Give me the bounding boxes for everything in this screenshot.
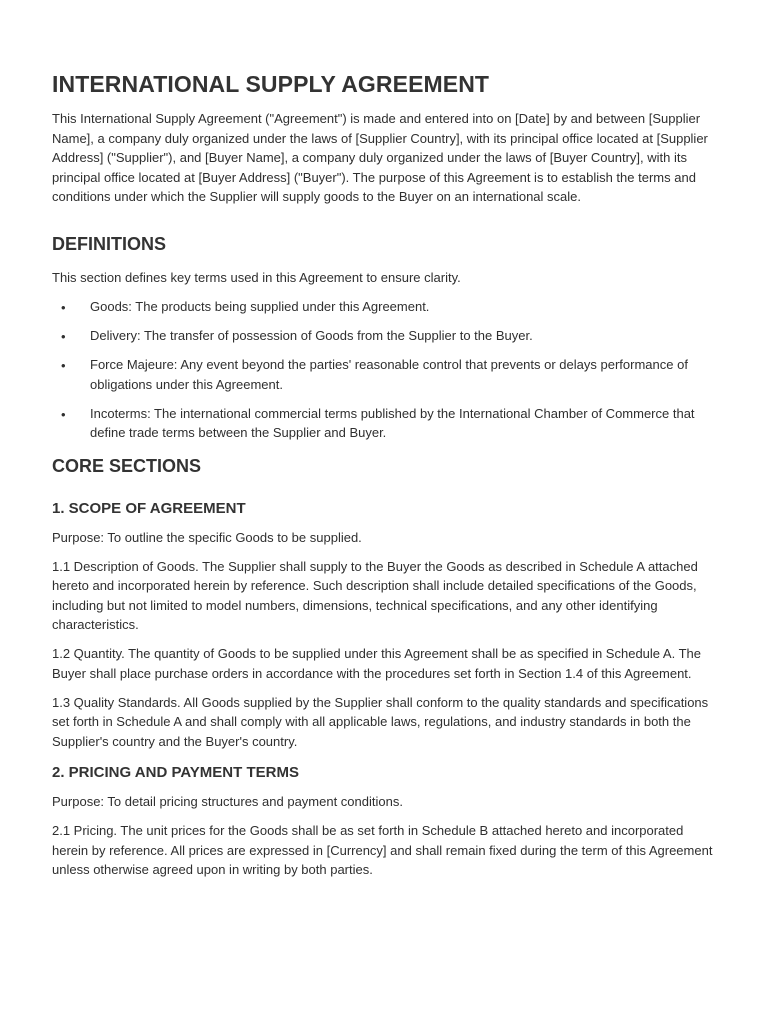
document-page xyxy=(52,70,720,889)
bullet-icon: • xyxy=(61,300,66,315)
pricing-purpose: Purpose: To detail pricing structures and payment conditions. xyxy=(52,794,403,809)
list-item xyxy=(52,355,720,394)
clause-1-3: 1.3 Quality Standards. All Goods supplied by the Supplier shall conform to the quality standards and specifications set forth in Schedule A and shall comply with all applicable laws, regulations, and industry standards in both the Supplier's country and the Buyer's country. xyxy=(52,694,709,749)
scope-purpose: Purpose: To outline the specific Goods to be supplied. xyxy=(52,529,362,545)
pricing-heading: 2. PRICING AND PAYMENT TERMS xyxy=(52,764,299,781)
intro-paragraph: This International Supply Agreement ("Agreement") is made and entered into on [Date] by and between [Supplier Name], a company duly organized under the laws of [Supplier Country], with its principal office located at [Supplier Address] ("Supplier"), and [Buyer Name], a company duly organized under the laws of [Buyer Country], with its principal office located at [Buyer Address] ("Buyer"). The purpose of this Agreement is to establish the terms and conditions under which the Supplier will supply goods to the Buyer on an international scale. xyxy=(52,111,708,204)
definitions-list xyxy=(52,297,720,443)
definition-text: Goods: The products being supplied under this Agreement. xyxy=(90,299,430,314)
document-title: INTERNATIONAL SUPPLY AGREEMENT xyxy=(52,71,490,97)
scope-heading: 1. SCOPE OF AGREEMENT xyxy=(52,499,246,517)
bullet-icon: • xyxy=(61,329,66,344)
core-sections-heading: CORE SECTIONS xyxy=(52,455,202,476)
bullet-icon: • xyxy=(61,406,66,422)
definition-text: Delivery: The transfer of possession of Goods from the Supplier to the Buyer. xyxy=(90,328,533,343)
clause-1-2: 1.2 Quantity. The quantity of Goods to be supplied under this Agreement shall be as specified in Schedule A. The Buyer shall place purchase orders in accordance with the procedures set forth in Section 1.4 of this Agreement. xyxy=(52,646,701,681)
definitions-lead: This section defines key terms used in this Agreement to ensure clarity. xyxy=(52,269,461,285)
list-item xyxy=(52,326,720,346)
clause-1-1: 1.1 Description of Goods. The Supplier shall supply to the Buyer the Goods as described in Schedule A attached hereto and incorporated herein by reference. Such description shall include detailed specifications of the Goods, including but not limited to model numbers, dimensions, technical specifications, and any other identifying characteristics. xyxy=(52,558,698,632)
definitions-heading: DEFINITIONS xyxy=(52,233,167,254)
definition-text: Force Majeure: Any event beyond the parties' reasonable control that prevents or delays performance of obligations under this Agreement. xyxy=(90,357,688,392)
clause-2-1: 2.1 Pricing. The unit prices for the Goods shall be as set forth in Schedule B attached hereto and incorporated herein by reference. All prices are expressed in [Currency] and shall remain fixed during the term of this Agreement unless otherwise agreed upon in writing by both parties. xyxy=(52,823,713,877)
bullet-icon: • xyxy=(61,358,66,373)
definition-text: Incoterms: The international commercial terms published by the International Chamber of Commerce that define trade terms between the Supplier and Buyer. xyxy=(90,405,695,440)
list-item xyxy=(52,297,720,317)
list-item xyxy=(52,404,720,443)
